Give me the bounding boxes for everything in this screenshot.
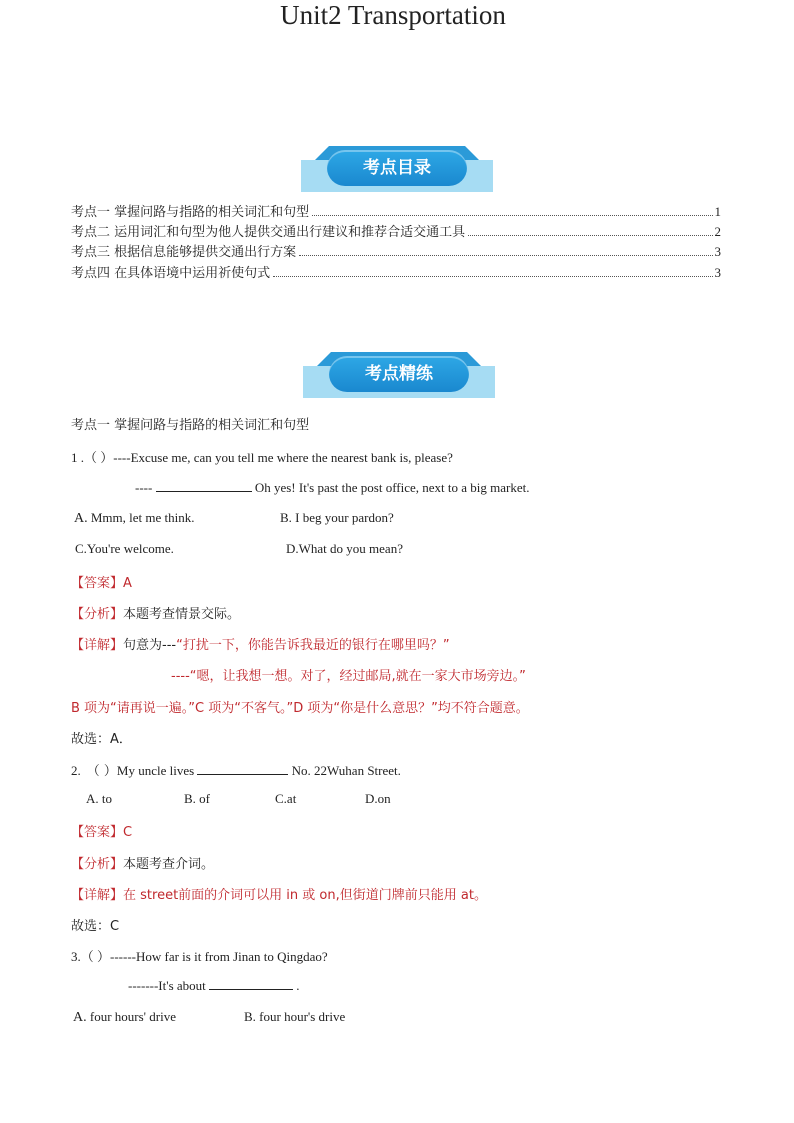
toc-entry[interactable] [71,242,721,260]
toc-entry[interactable] [71,263,721,281]
toc-entry-page: 3 [714,265,721,280]
choice-line: 故选：A． [71,732,132,747]
detail-line: 【详解】句意为---“打扰一下，你能告诉我最近的银行在哪里吗？” [71,638,450,653]
toc-entry-page: 2 [714,224,721,239]
option-b[interactable]: B. of [184,791,210,806]
option-d[interactable]: D.What do you mean? [286,541,403,556]
page-title: Unit2 Transportation [280,0,506,30]
detail-options: B 项为“请再说一遍。”C 项为“不客气。”D 项为“你是什么意思？”均不符合题意。 [71,701,529,716]
drill-banner-label: 考点精练 [329,356,469,392]
answer-blank[interactable] [156,479,252,492]
toc-entry-label: 考点三 根据信息能够提供交通出行方案 [71,245,297,260]
answer-line: 【答案】A [71,576,132,591]
question-3-stem: 3.（ ）------How far is it from Jinan to Qingdao? [71,949,328,964]
toc-banner-label: 考点目录 [327,150,467,186]
analysis-line: 【分析】本题考查介词。 [71,857,215,872]
option-b[interactable]: B. I beg your pardon? [280,510,394,525]
drill-banner [303,352,495,398]
option-a[interactable]: A. to [86,791,112,806]
option-a[interactable]: A. four hours' drive [73,1009,176,1025]
toc-entry-label: 考点四 在具体语境中运用祈使句式 [71,266,271,281]
option-b[interactable]: B. four hour's drive [244,1009,346,1024]
toc-entry-label: 考点二 运用词汇和句型为他人提供交通出行建议和推荐合适交通工具 [71,225,466,240]
toc-entry-page: 3 [714,244,721,259]
option-d[interactable]: D.on [365,791,391,806]
toc-entry-page: 1 [714,204,721,219]
analysis-line: 【分析】本题考查情景交际。 [71,607,241,622]
question-3-reply: -------It's about . [128,978,300,993]
detail-line: 【详解】在 street前面的介词可以用 in 或 on,但街道门牌前只能用 at。 [71,888,487,903]
question-1-stem: 1 .（ ）----Excuse me, can you tell me where the nearest bank is, please? [71,450,453,465]
detail-reply: ----“嗯，让我想一想。对了，经过邮局,就在一家大市场旁边。” [171,669,526,684]
toc-entry[interactable] [71,202,721,220]
choice-line: 故选：C [71,919,120,934]
answer-blank[interactable] [197,762,288,775]
toc-banner [301,146,493,192]
question-1-reply: ---- Oh yes! It's past the post office, next to a big market. [135,480,530,495]
option-c[interactable]: C.at [275,791,297,806]
answer-line: 【答案】C [71,825,133,840]
section-heading: 考点一 掌握问路与指路的相关词汇和句型 [71,418,310,433]
option-c[interactable]: C.You're welcome. [75,541,174,556]
question-2-stem: 2. （ ）My uncle lives No. 22Wuhan Street. [71,763,401,779]
toc-entry-label: 考点一 掌握问路与指路的相关词汇和句型 [71,205,310,220]
answer-blank[interactable] [209,977,293,990]
option-a[interactable]: A. Mmm, let me think. [74,510,195,526]
toc-entry[interactable] [71,222,721,240]
